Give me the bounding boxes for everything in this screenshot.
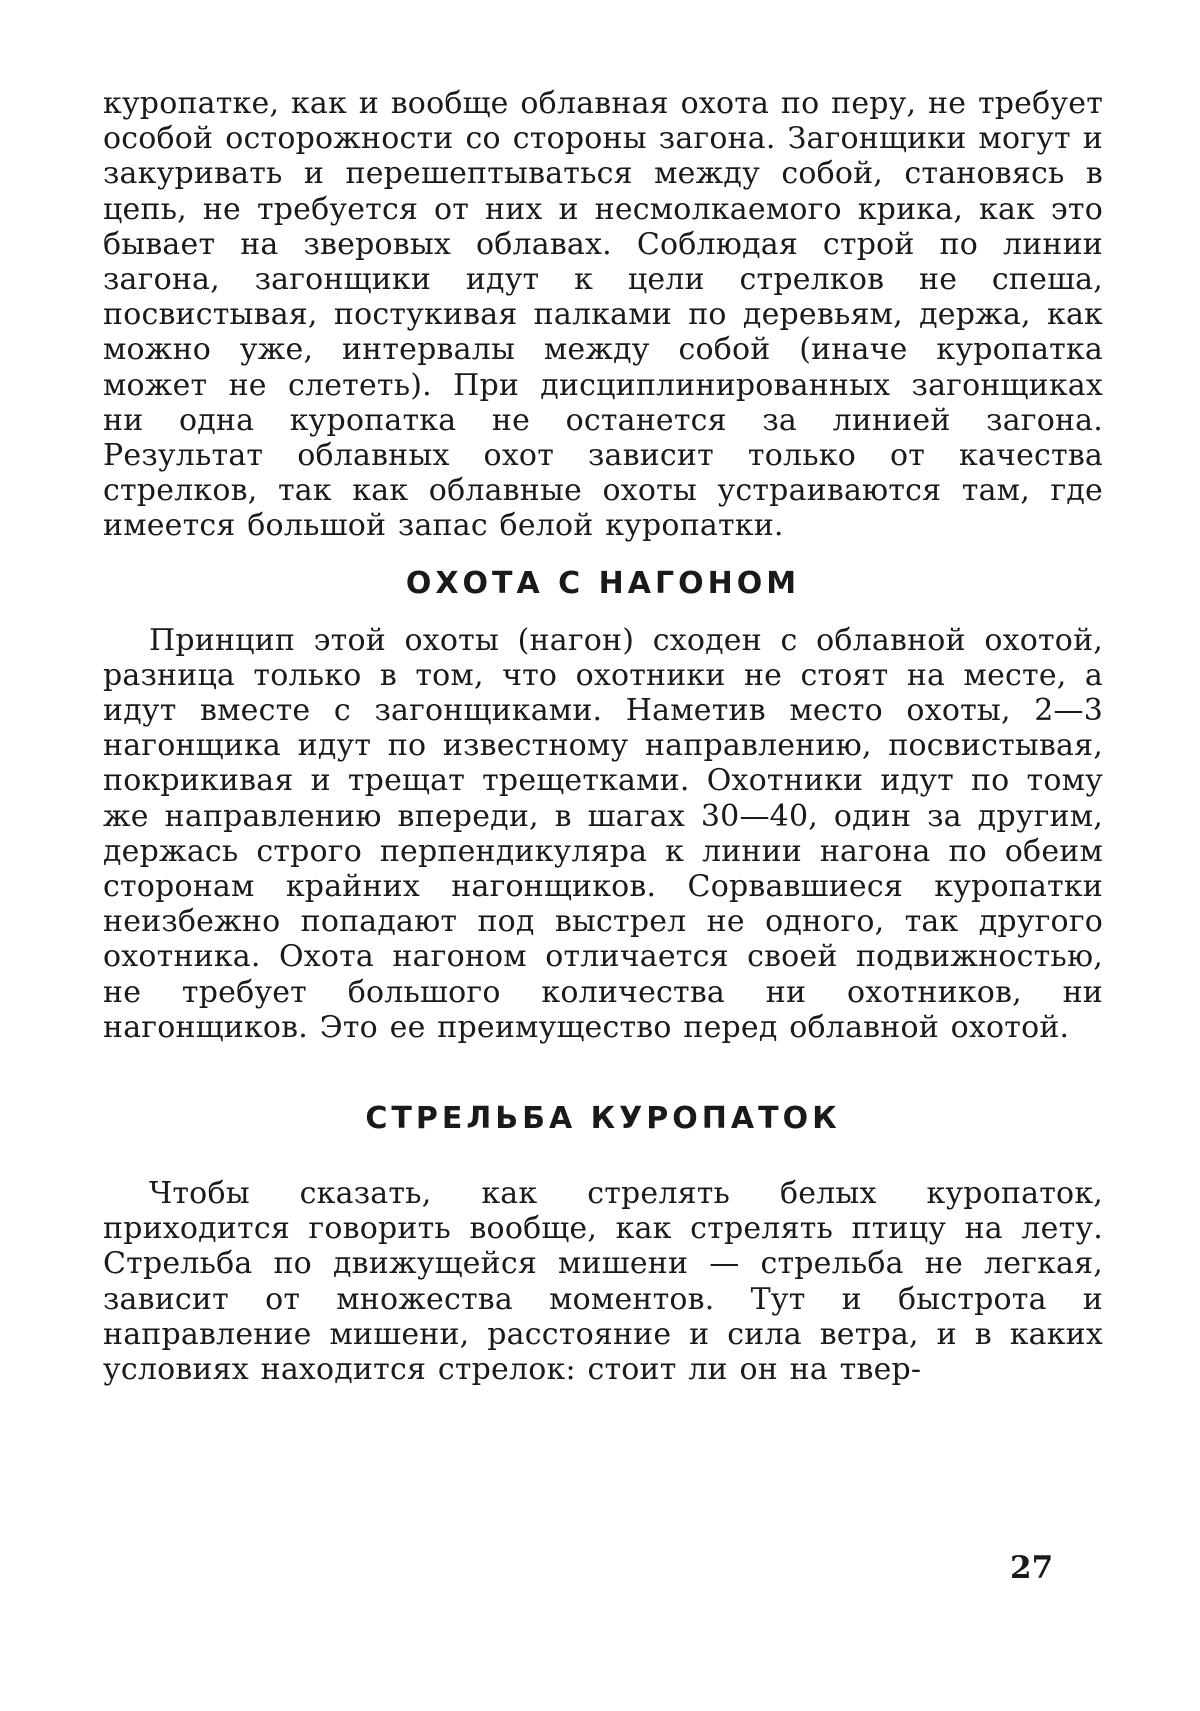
page-number: 27	[1010, 1550, 1054, 1586]
section-heading-nagon: ОХОТА С НАГОНОМ	[405, 565, 801, 601]
paragraph-nagon: Принцип этой охоты (нагон) сходен с облавной охотой, разница только в том, что охотники не стоят на месте, а идут вместе с загонщиками. Наметив место охоты, 2—3 нагонщика идут по известному направлению, посвистывая, покрикивая и трещат трещетками. Охотники идут по тому же направлению впереди, в шагах 30—40, один за другим, держась строго перпендикуляра к линии нагона по обеим сторонам крайних нагонщиков. Сорвавшиеся куропатки неизбежно попадают под выстрел не одного, так другого охотника. Охота нагоном отличается своей подвижностью, не требует большого количества ни охотников, ни нагонщиков. Это ее преимущество перед облавной охотой.	[103, 622, 1103, 1045]
text-column	[103, 86, 1103, 1387]
paragraph-continuation: куропатке, как и вообще облавная охота по перу, не требует особой осторожности со стороны загона. Загонщики могут и закуривать и перешептываться между собой, становясь в цепь, не требуется от них и несмолкаемого крика, как это бывает на зверовых облавах. Соблюдая строй по линии загона, загонщики идут к цели стрелков не спеша, посвистывая, постукивая палками по деревьям, держа, как можно уже, интервалы между собой (иначе куропатка может не слететь). При дисциплинированных загонщиках ни одна куропатка не останется за линией загона. Результат облавных охот зависит только от качества стрелков, так как облавные охоты устраиваются там, где имеется большой запас белой куропатки.	[103, 86, 1103, 544]
section-heading-strelba: СТРЕЛЬБА КУРОПАТОК	[365, 1101, 841, 1137]
paragraph-strelba: Чтобы сказать, как стрелять белых куропаток, приходится говорить вообще, как стрелять птицу на лету. Стрельба по движущейся мишени — стрельба не легкая, зависит от множества моментов. Тут и быстрота и направление мишени, расстояние и сила ветра, и в каких условиях находится стрелок: стоит ли он на твер-	[103, 1176, 1103, 1388]
